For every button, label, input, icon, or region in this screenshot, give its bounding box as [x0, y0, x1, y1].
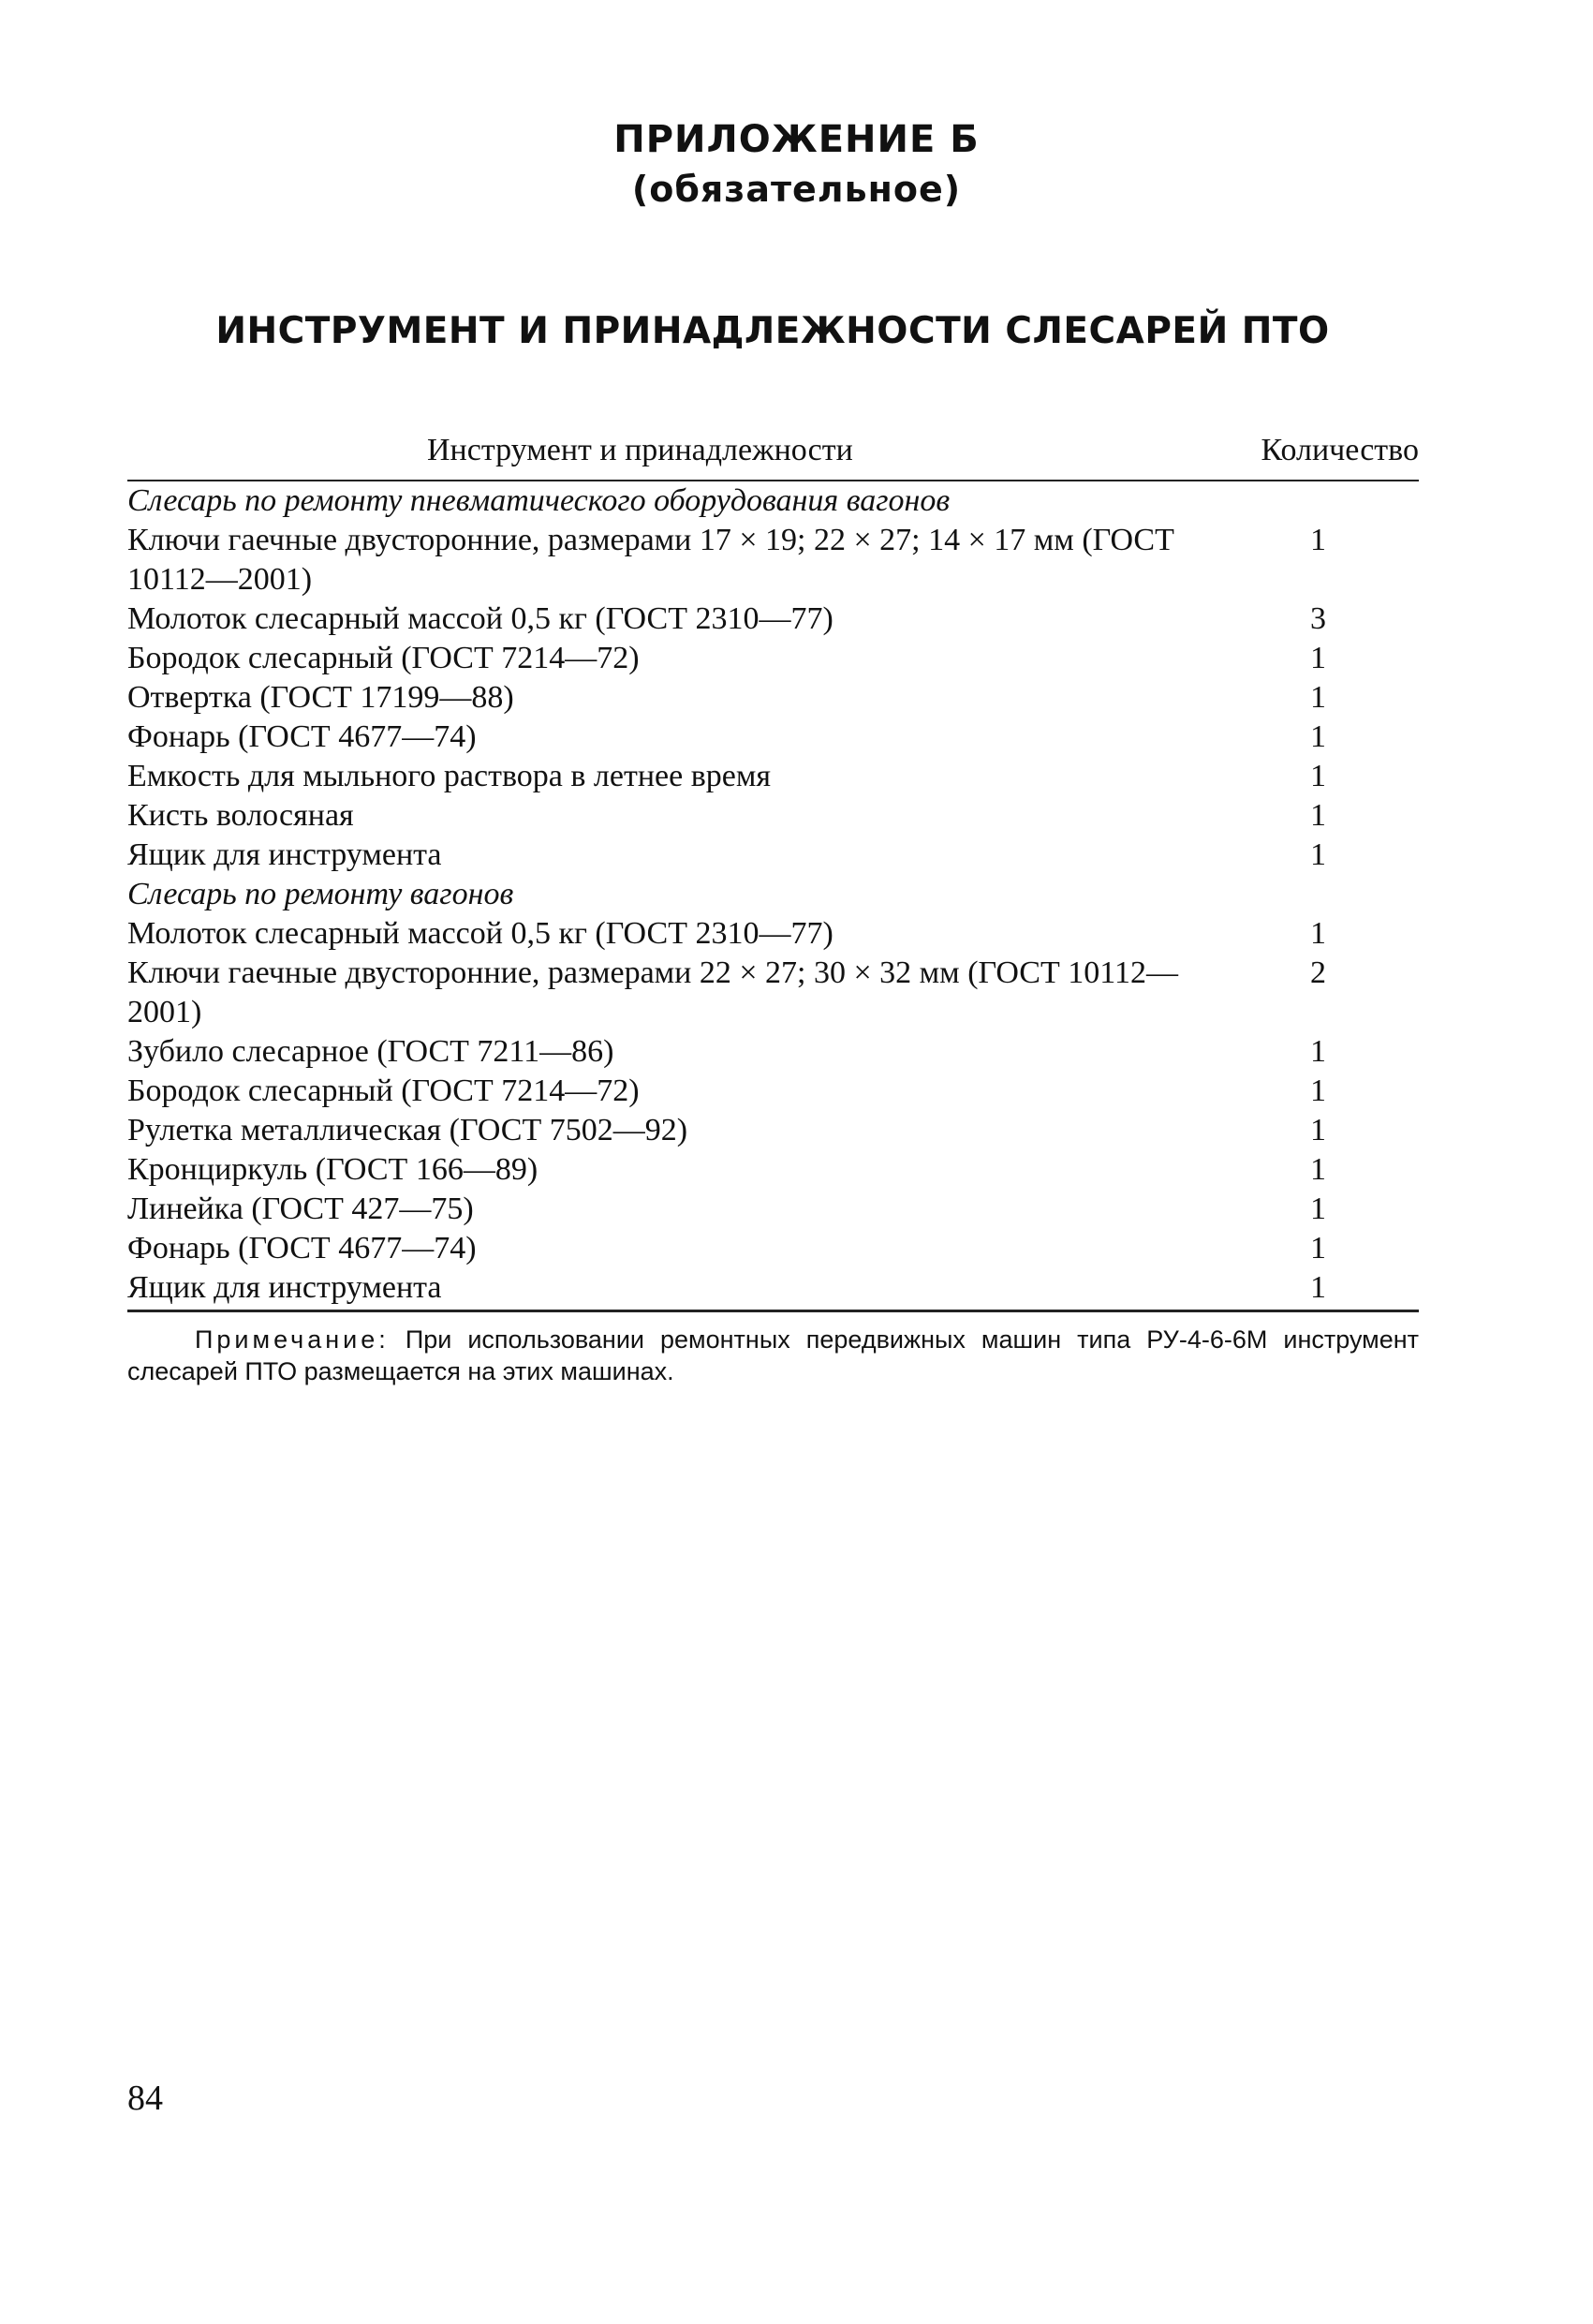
- page-number: 84: [127, 2079, 163, 2118]
- item-name: Фонарь (ГОСТ 4677—74): [127, 1231, 477, 1266]
- item-quantity: 3: [1310, 601, 1326, 636]
- item-quantity: 1: [1310, 1113, 1326, 1147]
- table-body: [127, 481, 1419, 1308]
- item-quantity: 1: [1310, 759, 1326, 793]
- table-row: [127, 1268, 1419, 1308]
- table-row: [127, 1072, 1419, 1111]
- table-row: [127, 521, 1419, 600]
- item-name: Отвертка (ГОСТ 17199—88): [127, 680, 514, 715]
- table-row: [127, 600, 1419, 639]
- note-label: Примечание:: [195, 1325, 390, 1354]
- table-row: [127, 796, 1419, 836]
- item-quantity: 1: [1310, 1073, 1326, 1108]
- section-title: ИНСТРУМЕНТ И ПРИНАДЛЕЖНОСТИ СЛЕСАРЕЙ ПТО: [215, 310, 1330, 352]
- column-header-item: Инструмент и принадлежности: [427, 433, 853, 467]
- item-name: Зубило слесарное (ГОСТ 7211—86): [127, 1034, 614, 1069]
- appendix-title: ПРИЛОЖЕНИЕ Б: [613, 118, 980, 161]
- item-quantity: 1: [1310, 1192, 1326, 1226]
- item-name: Ключи гаечные двусторонние, размерами 22 × 27; 30 × 32 мм (ГОСТ 10112—2001): [127, 955, 1178, 1029]
- note-text: При использовании ремонтных передвижных машин типа РУ-4-6-6М инструмент слесарей ПТО размещается на этих машинах.: [127, 1325, 1419, 1385]
- item-name: Бородок слесарный (ГОСТ 7214—72): [127, 641, 640, 675]
- item-quantity: 1: [1310, 798, 1326, 833]
- item-quantity: 2: [1310, 955, 1326, 990]
- table-row: [127, 1190, 1419, 1229]
- table-row: [127, 1150, 1419, 1190]
- item-quantity: 1: [1310, 641, 1326, 675]
- appendix-subtitle: (обязательное): [631, 169, 962, 210]
- table-bottom-rule: [127, 1310, 1419, 1312]
- table-row: [127, 639, 1419, 678]
- item-name: Емкость для мыльного раствора в летнее время: [127, 759, 772, 793]
- table-row: [127, 678, 1419, 718]
- table-row: [127, 954, 1419, 1032]
- item-name: Молоток слесарный массой 0,5 кг (ГОСТ 2310—77): [127, 601, 833, 636]
- item-quantity: 1: [1310, 1034, 1326, 1069]
- item-name: Рулетка металлическая (ГОСТ 7502—92): [127, 1113, 688, 1147]
- item-quantity: 1: [1310, 719, 1326, 754]
- item-quantity: 1: [1310, 837, 1326, 872]
- table-row: [127, 718, 1419, 757]
- item-name: Молоток слесарный массой 0,5 кг (ГОСТ 2310—77): [127, 916, 833, 951]
- item-quantity: 1: [1310, 1152, 1326, 1187]
- group-title-row: [127, 875, 1419, 914]
- table-row: [127, 757, 1419, 796]
- item-name: Ящик для инструмента: [127, 837, 442, 872]
- item-name: Кисть волосяная: [127, 798, 354, 833]
- item-quantity: 1: [1310, 1231, 1326, 1266]
- group-title: Слесарь по ремонту пневматического оборудования вагонов: [127, 483, 951, 518]
- item-name: Ключи гаечные двусторонние, размерами 17 × 19; 22 × 27; 14 × 17 мм (ГОСТ 10112—2001): [127, 523, 1174, 597]
- item-quantity: 1: [1310, 680, 1326, 715]
- column-header-quantity: Количество: [1261, 433, 1419, 467]
- item-name: Бородок слесарный (ГОСТ 7214—72): [127, 1073, 640, 1108]
- table-row: [127, 1111, 1419, 1150]
- item-name: Линейка (ГОСТ 427—75): [127, 1192, 474, 1226]
- table-row: [127, 914, 1419, 954]
- item-quantity: 1: [1310, 523, 1326, 557]
- item-name: Ящик для инструмента: [127, 1270, 442, 1305]
- group-title-row: [127, 481, 1419, 521]
- item-quantity: 1: [1310, 1270, 1326, 1305]
- table-note: [127, 1324, 1419, 1387]
- table-row: [127, 1229, 1419, 1268]
- instrument-table: [127, 431, 1419, 1312]
- group-title: Слесарь по ремонту вагонов: [127, 877, 514, 911]
- item-quantity: 1: [1310, 916, 1326, 951]
- table-row: [127, 836, 1419, 875]
- item-name: Фонарь (ГОСТ 4677—74): [127, 719, 477, 754]
- table-header: [127, 431, 1419, 480]
- table-row: [127, 1032, 1419, 1072]
- item-name: Кронциркуль (ГОСТ 166—89): [127, 1152, 538, 1187]
